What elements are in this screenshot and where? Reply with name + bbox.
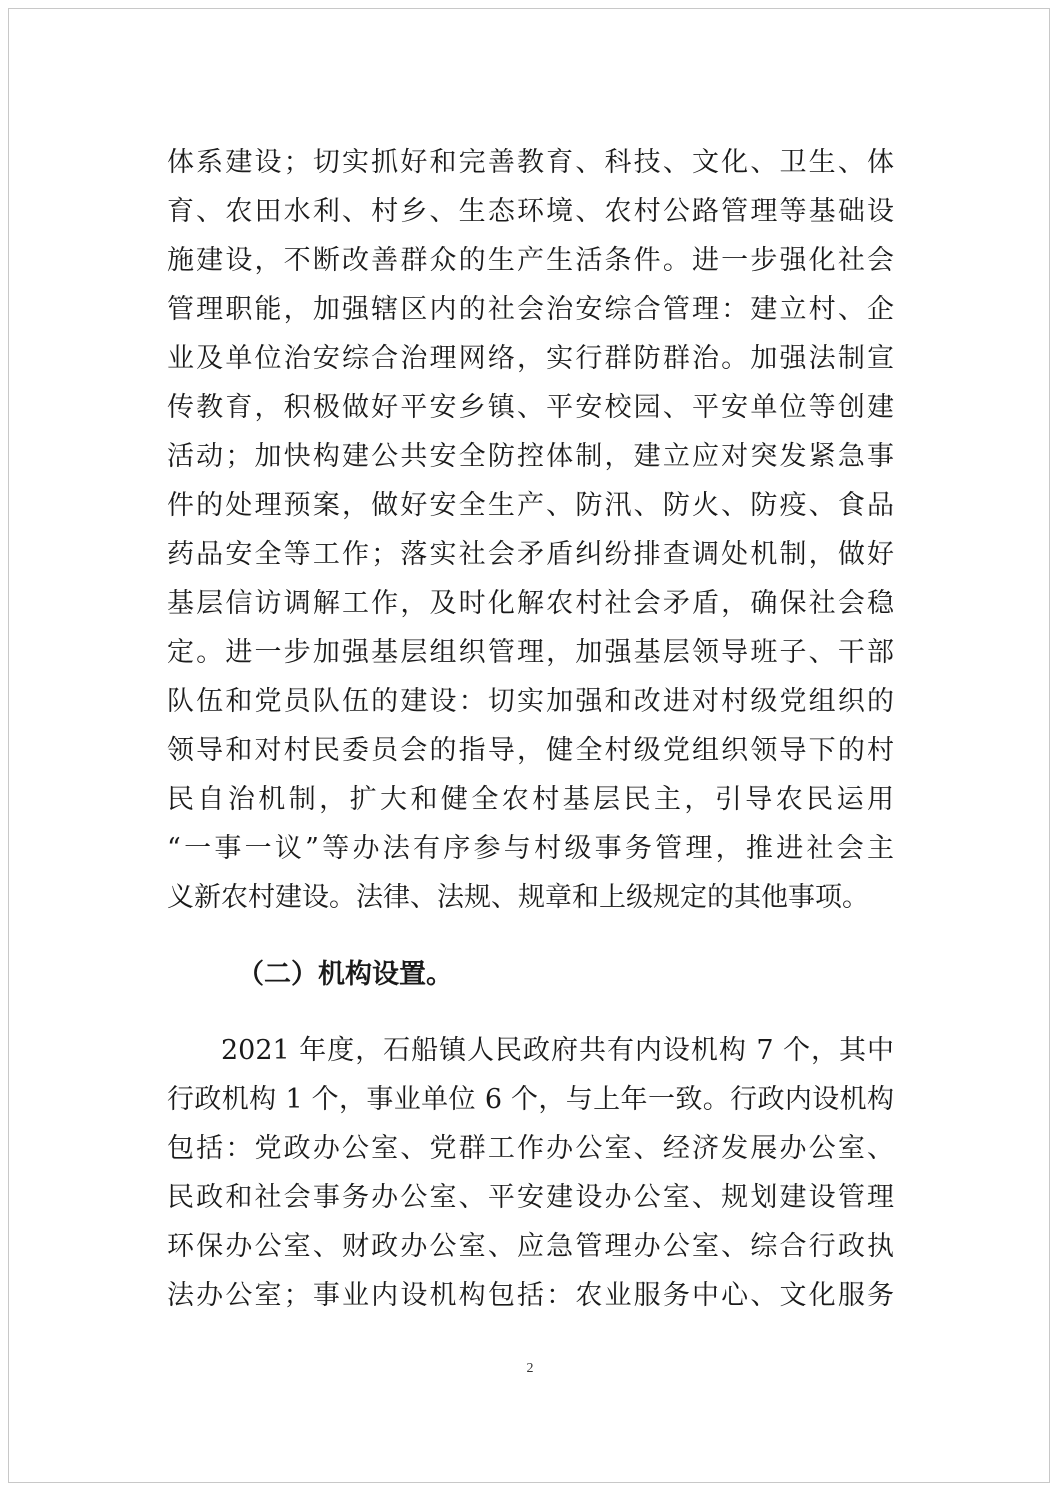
text-line: 药品安全等工作；落实社会矛盾纠纷排查调处机制，做好	[167, 539, 894, 570]
text-line: “一事一议”等办法有序参与村级事务管理，推进社会主	[167, 833, 894, 864]
text-line: 民自治机制，扩大和健全农村基层民主，引导农民运用	[167, 784, 894, 815]
text-line: 管理职能，加强辖区内的社会治安综合管理：建立村、企	[167, 294, 894, 325]
text-line: 行政机构 1 个，事业单位 6 个，与上年一致。行政内设机构	[167, 1084, 894, 1115]
text-line: 施建设，不断改善群众的生产生活条件。进一步强化社会	[167, 245, 894, 276]
text-line: 义新农村建设。法律、法规、规章和上级规定的其他事项。	[167, 882, 869, 913]
document-body	[167, 138, 894, 1320]
text-line: 2021 年度，石船镇人民政府共有内设机构 7 个，其中	[221, 1035, 894, 1066]
section-heading: （二）机构设置。	[237, 959, 453, 990]
text-line: 包括：党政办公室、党群工作办公室、经济发展办公室、	[167, 1133, 894, 1164]
text-line: 业及单位治安综合治理网络，实行群防群治。加强法制宣	[167, 343, 894, 374]
text-line: 体系建设；切实抓好和完善教育、科技、文化、卫生、体	[167, 147, 894, 178]
text-line: 领导和对村民委员会的指导，健全村级党组织领导下的村	[167, 735, 894, 766]
text-line: 环保办公室、财政办公室、应急管理办公室、综合行政执	[167, 1231, 894, 1262]
page-number: 2	[526, 1361, 534, 1376]
text-line: 民政和社会事务办公室、平安建设办公室、规划建设管理	[167, 1182, 894, 1213]
text-line: 队伍和党员队伍的建设：切实加强和改进对村级党组织的	[167, 686, 894, 717]
text-line: 育、农田水利、村乡、生态环境、农村公路管理等基础设	[167, 196, 894, 227]
text-line: 定。进一步加强基层组织管理，加强基层领导班子、干部	[167, 637, 894, 668]
text-line: 基层信访调解工作，及时化解农村社会矛盾，确保社会稳	[167, 588, 894, 619]
paragraph-1	[167, 138, 894, 922]
text-line: 件的处理预案，做好安全生产、防汛、防火、防疫、食品	[167, 490, 894, 521]
text-line: 传教育，积极做好平安乡镇、平安校园、平安单位等创建	[167, 392, 894, 423]
text-line: 活动；加快构建公共安全防控体制，建立应对突发紧急事	[167, 441, 894, 472]
paragraph-2	[167, 1026, 894, 1320]
text-line: 法办公室；事业内设机构包括：农业服务中心、文化服务	[167, 1280, 894, 1311]
